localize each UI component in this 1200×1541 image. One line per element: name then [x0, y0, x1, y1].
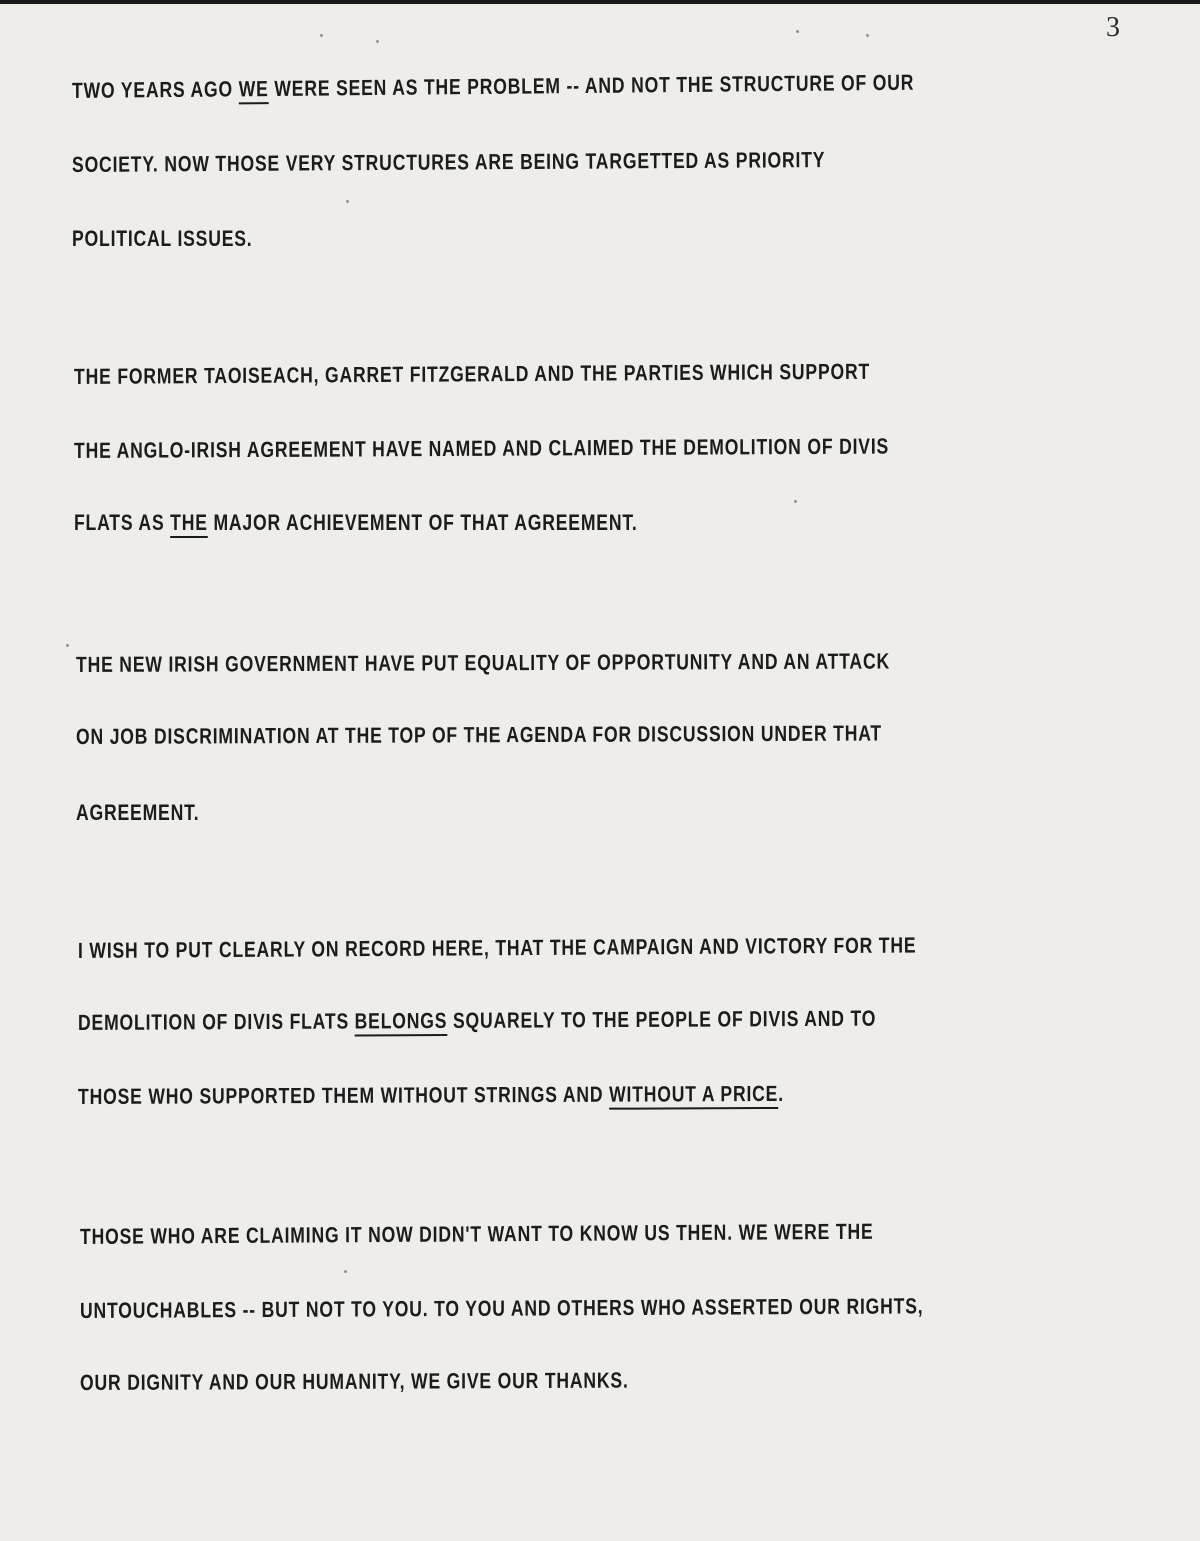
scan-speck [376, 40, 379, 43]
scan-speck [346, 200, 349, 203]
text-line: THE ANGLO-IRISH AGREEMENT HAVE NAMED AND CLAIMED THE DEMOLITION OF DIVIS [73, 433, 890, 463]
text-line: THOSE WHO SUPPORTED THEM WITHOUT STRINGS AND WITHOUT A PRICE. [77, 1080, 784, 1109]
text-line: POLITICAL ISSUES. [72, 226, 253, 251]
scan-speck [320, 34, 323, 37]
scan-speck [866, 34, 869, 37]
text-line: SOCIETY. NOW THOSE VERY STRUCTURES ARE BEING TARGETTED AS PRIORITY [71, 147, 826, 177]
text-line: THOSE WHO ARE CLAIMING IT NOW DIDN'T WANT TO KNOW US THEN. WE WERE THE [79, 1218, 874, 1249]
text-line: I WISH TO PUT CLEARLY ON RECORD HERE, THAT THE CAMPAIGN AND VICTORY FOR THE [77, 932, 917, 963]
text-line: UNTOUCHABLES -- BUT NOT TO YOU. TO YOU AND OTHERS WHO ASSERTED OUR RIGHTS, [79, 1293, 924, 1323]
text-line: THE FORMER TAOISEACH, GARRET FITZGERALD AND THE PARTIES WHICH SUPPORT [73, 358, 871, 389]
text-line: DEMOLITION OF DIVIS FLATS BELONGS SQUARELY TO THE PEOPLE OF DIVIS AND TO [77, 1005, 877, 1035]
scan-speck [66, 644, 69, 647]
text-line: THE NEW IRISH GOVERNMENT HAVE PUT EQUALITY OF OPPORTUNITY AND AN ATTACK [75, 648, 890, 677]
text-line: FLATS AS THE MAJOR ACHIEVEMENT OF THAT AGREEMENT. [74, 510, 638, 535]
page-number: 3 [1106, 12, 1120, 43]
text-line: ON JOB DISCRIMINATION AT THE TOP OF THE AGENDA FOR DISCUSSION UNDER THAT [75, 720, 882, 749]
text-line: OUR DIGNITY AND OUR HUMANITY, WE GIVE OUR THANKS. [79, 1367, 629, 1395]
text-line: TWO YEARS AGO WE WERE SEEN AS THE PROBLEM -- AND NOT THE STRUCTURE OF OUR [71, 69, 915, 103]
text-line: AGREEMENT. [76, 800, 200, 825]
underlined-text: WE [238, 76, 269, 102]
scan-speck [344, 1270, 347, 1273]
underlined-text: BELONGS [354, 1007, 448, 1034]
underlined-text: WITHOUT A PRICE [609, 1080, 779, 1107]
scan-speck [796, 30, 799, 33]
underlined-text: THE [170, 510, 208, 535]
scan-speck [794, 500, 797, 503]
